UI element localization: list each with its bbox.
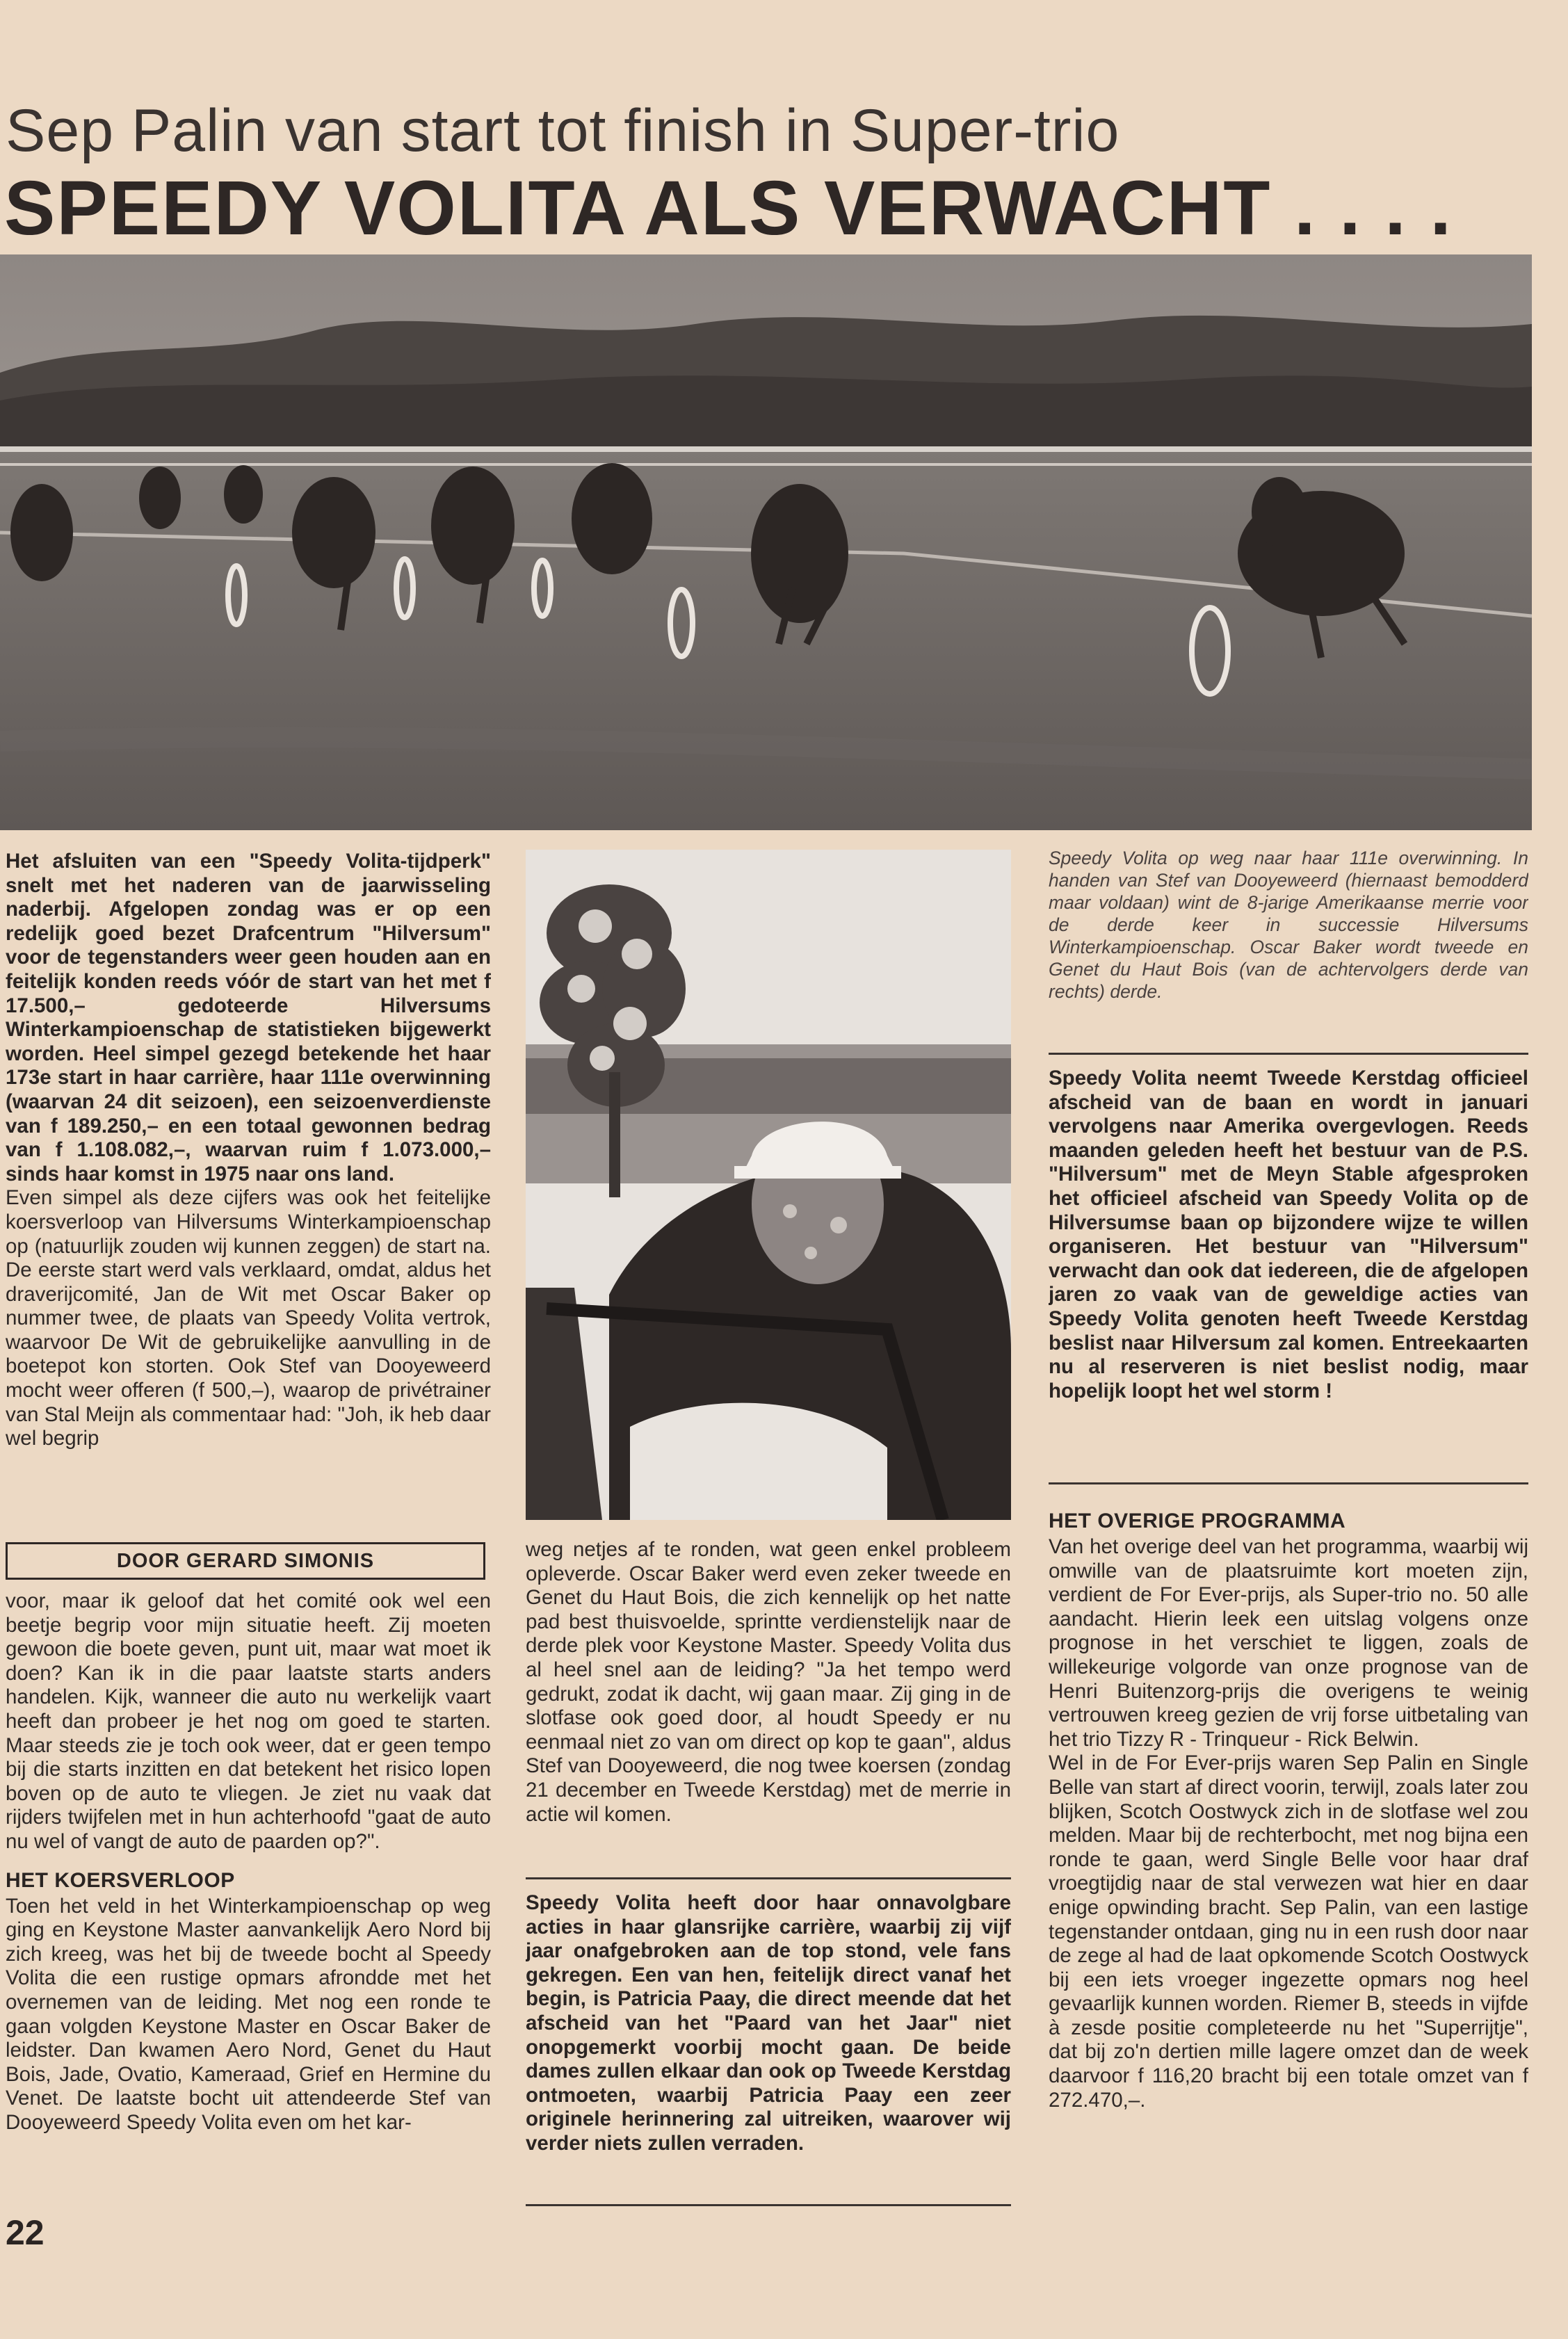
photo-caption-block	[1049, 847, 1528, 1047]
body-paragraph: Toen het veld in het Winterkampioenschap op weg ging en Keystone Master aanvankelijk Aero Nord bij zich kreeg, was het bij de tweede bocht al Speedy Volita die een rustige opmars afrondde met het overnemen van de leiding. Met nog een ronde te gaan volgden Keystone Master en Oscar Baker de leidster. Dan kwamen Aero Nord, Genet du Haut Bois, Jade, Ovatio, Kameraad, Grief en Hermine du Venet. De laatste bocht uit attendeerde Stef van Dooyeweerd Speedy Volita even om het kar-	[6, 1894, 491, 2134]
article-subtitle: Sep Palin van start tot finish in Super-trio	[6, 97, 1120, 164]
body-paragraph: Van het overige deel van het programma, waarbij wij omwille van de plaatsruimte kort moeten zijn, verdient de For Ever-prijs, als Super-trio no. 50 alle aandacht. Hierin leek een uitslag volgens onze prognose in het verschiet te liggen, zoals de willekeurige volgorde van onze prognose van de Henri Buitenzorg-prijs die overigens te weinig vertrouwen kreeg gezien de vrij forse uitbetaling van het trio Tizzy R - Trinqueur - Rick Belwin.	[1049, 1535, 1528, 1751]
column-3-box	[1049, 1067, 1528, 1477]
body-paragraph: Wel in de For Ever-prijs waren Sep Palin en Single Belle van start af direct voorin, terwijl, zoals later zou blijken, Scotch Oostwyck zich in de slotfase wel zou melden. Maar bij de rechterbocht, met nog bijna een ronde te gaan, werd Single Belle voor haar draf vroegtijdig naar de stal verwezen wat hier en daar enige opwinding bracht. Sep Palin, van een lastige tegenstander ontdaan, ging nu in een rush door naar de zege al had de laat opkomende Scotch Oostwyck bij een iets vroeger ingezette opmars nog heel gevaarlijk kunnen worden. Riemer B, steeds in vijfde à zesde positie completeerde nu het "Superrijtje", dat bij zo'n dertien mille lagere omzet dan de week daarvoor f 116,20 bracht bij een totale omzet van f 272.470,–.	[1049, 1751, 1528, 2112]
author-byline: DOOR GERARD SIMONIS	[6, 1542, 485, 1580]
section-heading-overige-programma: HET OVERIGE PROGRAMMA	[1049, 1510, 1346, 1532]
page-number: 22	[6, 2213, 45, 2252]
box-bottom-rule	[526, 2204, 1011, 2206]
column-3-body	[1049, 1507, 1528, 2203]
box-bottom-rule	[1049, 1482, 1528, 1484]
column-1-upper	[6, 850, 491, 1537]
lead-paragraph: Het afsluiten van een "Speedy Volita-tijdperk" snelt met het naderen van de jaarwisseling naderbij. Afgelopen zondag was er op een redelijk goed bezet Drafcentrum "Hilversum" voor de tegenstanders weer geen houden aan en feitelijk konden reeds vóór de start van het met f 17.500,– gedoteerde Hilversums Winterkampioenschap de statistieken bijgewerkt worden. Heel simpel gezegd betekende het haar 173e start in haar carrière, haar 111e overwinning (waarvan 24 dit seizoen), een seizoenverdienste van f 189.250,– en een totaal gewonnen bedrag van f 1.108.082,–, waarvan ruim f 1.073.000,– sinds haar komst in 1975 naar ons land.	[6, 850, 491, 1185]
farewell-box-text: Speedy Volita neemt Tweede Kerstdag officieel afscheid van de baan en wordt in januari vervolgens naar Amerika overgevlogen. Reeds maanden geleden heeft het bestuur van de P.S. "Hilversum" met de Meyn Stable afgesproken het officieel afscheid van Speedy Volita op de Hilversumse baan op bijzondere wijze te willen organiseren. Het bestuur van "Hilversum" verwacht dan ook dat iedereen, die de afgelopen jaren zo vaak van de geweldige acties van Speedy Volita genoten heeft Tweede Kerstdag beslist naar Hilversum zal komen. Entreekaarten nu al reserveren is niet beslist nodig, maar hopelijk loopt het wel storm !	[1049, 1067, 1528, 1402]
photo-caption: Speedy Volita op weg naar haar 111e overwinning. In handen van Stef van Dooyeweerd (hiernaast bemodderd maar voldaan) wint de 8-jarige Amerikaanse merrie voor de derde keer in successie Hilversums Winterkampioenschap. Oscar Baker wordt tweede en Genet du Haut Bois (van de achtervolgers derde van rechts) derde.	[1049, 848, 1528, 1002]
race-photo	[0, 254, 1532, 830]
patricia-paay-box-text: Speedy Volita heeft door haar onnavolgbare acties in haar glansrijke carrière, waarbij zij vijf jaar onafgebroken aan de top stond, vele fans gekregen. Een van hen, feitelijk direct vanaf het begin, is Patricia Paay, die direct meende dat het afscheid van het "Paard van het Jaar" niet onopgemerkt voorbij mocht gaan. De beide dames zullen elkaar dan ook op Tweede Kerstdag ontmoeten, waarbij Patricia Paay een zeer originele herinnering zal uitreiken, waarover wij verder niets zullen verraden.	[526, 1891, 1011, 2155]
body-paragraph: voor, maar ik geloof dat het comité ook wel een beetje begrip voor mijn situatie heeft. Zij moeten gewoon die boete geven, punt uit, maar wat moet ik doen? Kan ik in die paar laatste starts anders handelen. Kijk, wanneer die auto nu werkelijk vaart heeft dan probeer je het nog om goed te starten. Maar steeds zie je toch ook weer, dat er geen tempo bij die starts inzitten en dat betekent het risico lopen boven op de auto te vliegen. Je ziet nu vaak dat rijders twijfelen met in hun achterhoofd "gaat de auto nu wel of vangt de auto de paarden op?".	[6, 1589, 491, 1853]
section-heading-koersverloop: HET KOERSVERLOOP	[6, 1868, 235, 1892]
driver-portrait-photo	[526, 850, 1011, 1520]
body-paragraph: weg netjes af te ronden, wat geen enkel probleem opleverde. Oscar Baker werd even zeker tweede en Genet du Haut Bois, die zich kennelijk op het natte pad best thuisvoelde, sprintte verdienstelijk naar de derde plek voor Keystone Master. Speedy Volita dus al heel snel aan de leiding? "Ja het tempo werd gedrukt, zodat ik dacht, wij gaan maar. Zij ging in de slotfase ook goed door, al houdt Speedy er nu eenmaal niet zo van om direct op kop te gaan", aldus Stef van Dooyeweerd, die nog twee koersen (zondag 21 december en Tweede Kerstdag) met de merrie in actie wil komen.	[526, 1538, 1011, 1826]
column-2-body	[526, 1538, 1011, 1865]
box-top-rule	[1049, 1053, 1528, 1055]
article-headline: SPEEDY VOLITA ALS VERWACHT . . . .	[4, 165, 1453, 251]
box-top-rule	[526, 1877, 1011, 1879]
column-1-lower	[6, 1589, 491, 2199]
body-paragraph: Even simpel als deze cijfers was ook het feitelijke koersverloop van Hilversums Winterkampioenschap op (natuurlijk zouden wij kunnen zeggen) de start na. De eerste start werd vals verklaard, omdat, aldus het draverijcomité, Jan de Wit met Oscar Baker op nummer twee, de plaats van Speedy Volita vertrok, waarvoor De Wit de gebruikelijke aanvulling in de boetepot kon storten. Ook Stef van Dooyeweerd mocht weer offeren (f 500,–), waarop de privétrainer van Stal Meijn als commentaar had: "Joh, ik heb daar wel begrip	[6, 1186, 491, 1450]
column-2-box	[526, 1891, 1011, 2197]
